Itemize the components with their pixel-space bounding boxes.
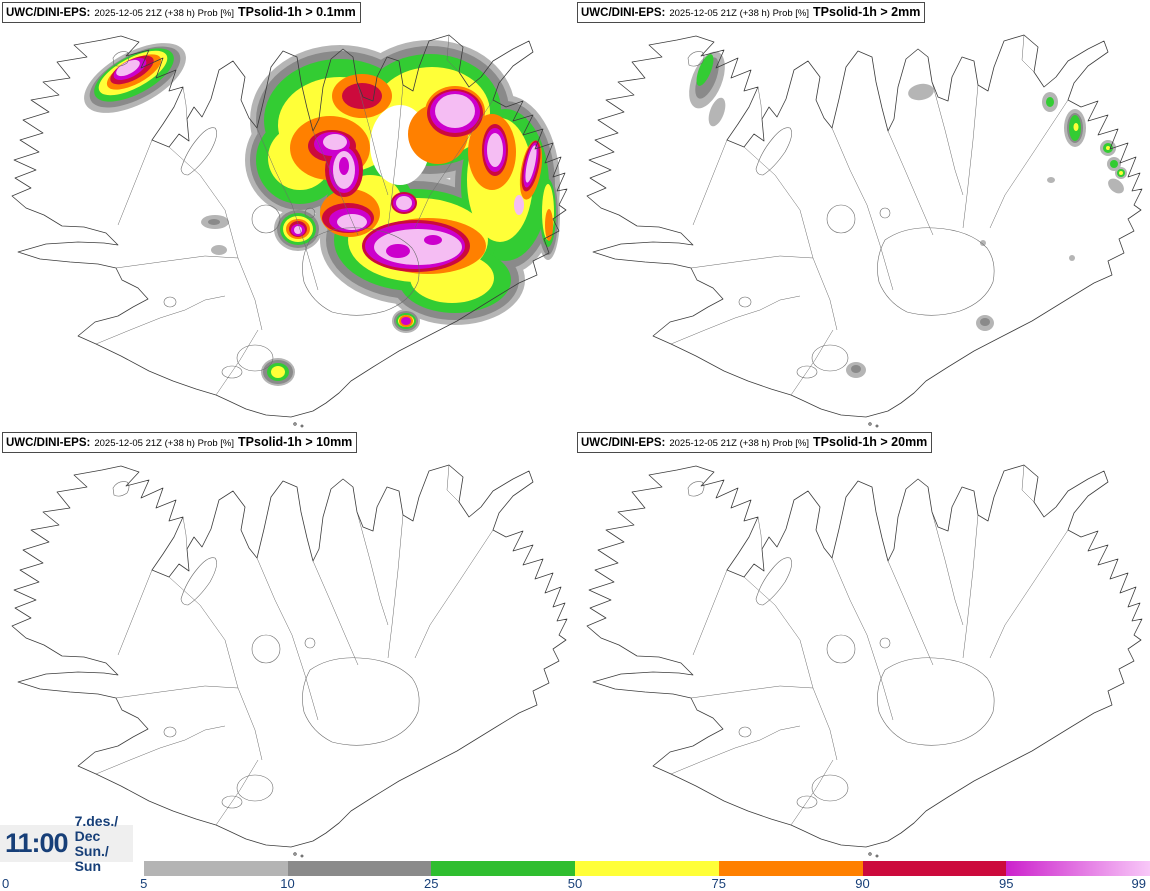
run-info: 2025-12-05 21Z (+38 h) Prob [%] bbox=[669, 8, 810, 19]
threshold-label: TPsolid-1h > 10mm bbox=[238, 435, 353, 449]
run-info: 2025-12-05 21Z (+38 h) Prob [%] bbox=[94, 8, 235, 19]
colorbar-labels bbox=[0, 876, 1150, 891]
colorbar-tick-10: 10 bbox=[280, 876, 295, 891]
run-info: 2025-12-05 21Z (+38 h) Prob [%] bbox=[94, 438, 235, 449]
colorbar-tick-25: 25 bbox=[424, 876, 439, 891]
model-label: UWC/DINI-EPS: bbox=[581, 437, 666, 449]
colorbar-segment-90-95 bbox=[863, 861, 1007, 876]
valid-time: 11:00 bbox=[5, 828, 68, 858]
colorbar-segment-10-25 bbox=[288, 861, 432, 876]
colorbar-tick-90: 90 bbox=[855, 876, 870, 891]
colorbar-segment-5-10 bbox=[144, 861, 288, 876]
map-panel-tpsolid-0.1mm bbox=[0, 0, 575, 430]
colorbar-segment-75-90 bbox=[719, 861, 863, 876]
colorbar-segment-95-99 bbox=[1006, 861, 1150, 876]
map-panel-tpsolid-2mm bbox=[575, 0, 1150, 430]
panel-title bbox=[577, 432, 932, 453]
colorbar bbox=[0, 861, 1150, 876]
model-label: UWC/DINI-EPS: bbox=[581, 7, 666, 19]
model-label: UWC/DINI-EPS: bbox=[6, 437, 91, 449]
iceland-map bbox=[575, 0, 1150, 430]
iceland-map bbox=[0, 0, 575, 430]
map-panel-tpsolid-10mm bbox=[0, 430, 575, 860]
iceland-map bbox=[575, 430, 1150, 860]
threshold-label: TPsolid-1h > 0.1mm bbox=[238, 5, 356, 19]
model-label: UWC/DINI-EPS: bbox=[6, 7, 91, 19]
colorbar-tick-5: 5 bbox=[140, 876, 148, 891]
valid-date-line2: Sun./ Sun bbox=[74, 842, 109, 874]
valid-date bbox=[75, 814, 133, 874]
threshold-label: TPsolid-1h > 20mm bbox=[813, 435, 928, 449]
run-info: 2025-12-05 21Z (+38 h) Prob [%] bbox=[669, 438, 810, 449]
colorbar-segment-50-75 bbox=[575, 861, 719, 876]
valid-date-line1: 7.des./ Dec bbox=[74, 812, 119, 844]
colorbar-segment-25-50 bbox=[431, 861, 575, 876]
panel-title bbox=[2, 432, 357, 453]
panel-title bbox=[2, 2, 361, 23]
threshold-label: TPsolid-1h > 2mm bbox=[813, 5, 921, 19]
valid-time-box bbox=[0, 812, 133, 874]
colorbar-tick-75: 75 bbox=[711, 876, 726, 891]
colorbar-tick-0: 0 bbox=[2, 876, 10, 891]
colorbar-tick-50: 50 bbox=[567, 876, 583, 891]
colorbar-tick-99: 99 bbox=[1131, 876, 1146, 891]
map-panel-tpsolid-20mm bbox=[575, 430, 1150, 860]
panel-title bbox=[577, 2, 925, 23]
colorbar-tick-95: 95 bbox=[999, 876, 1014, 891]
iceland-map bbox=[0, 430, 575, 860]
